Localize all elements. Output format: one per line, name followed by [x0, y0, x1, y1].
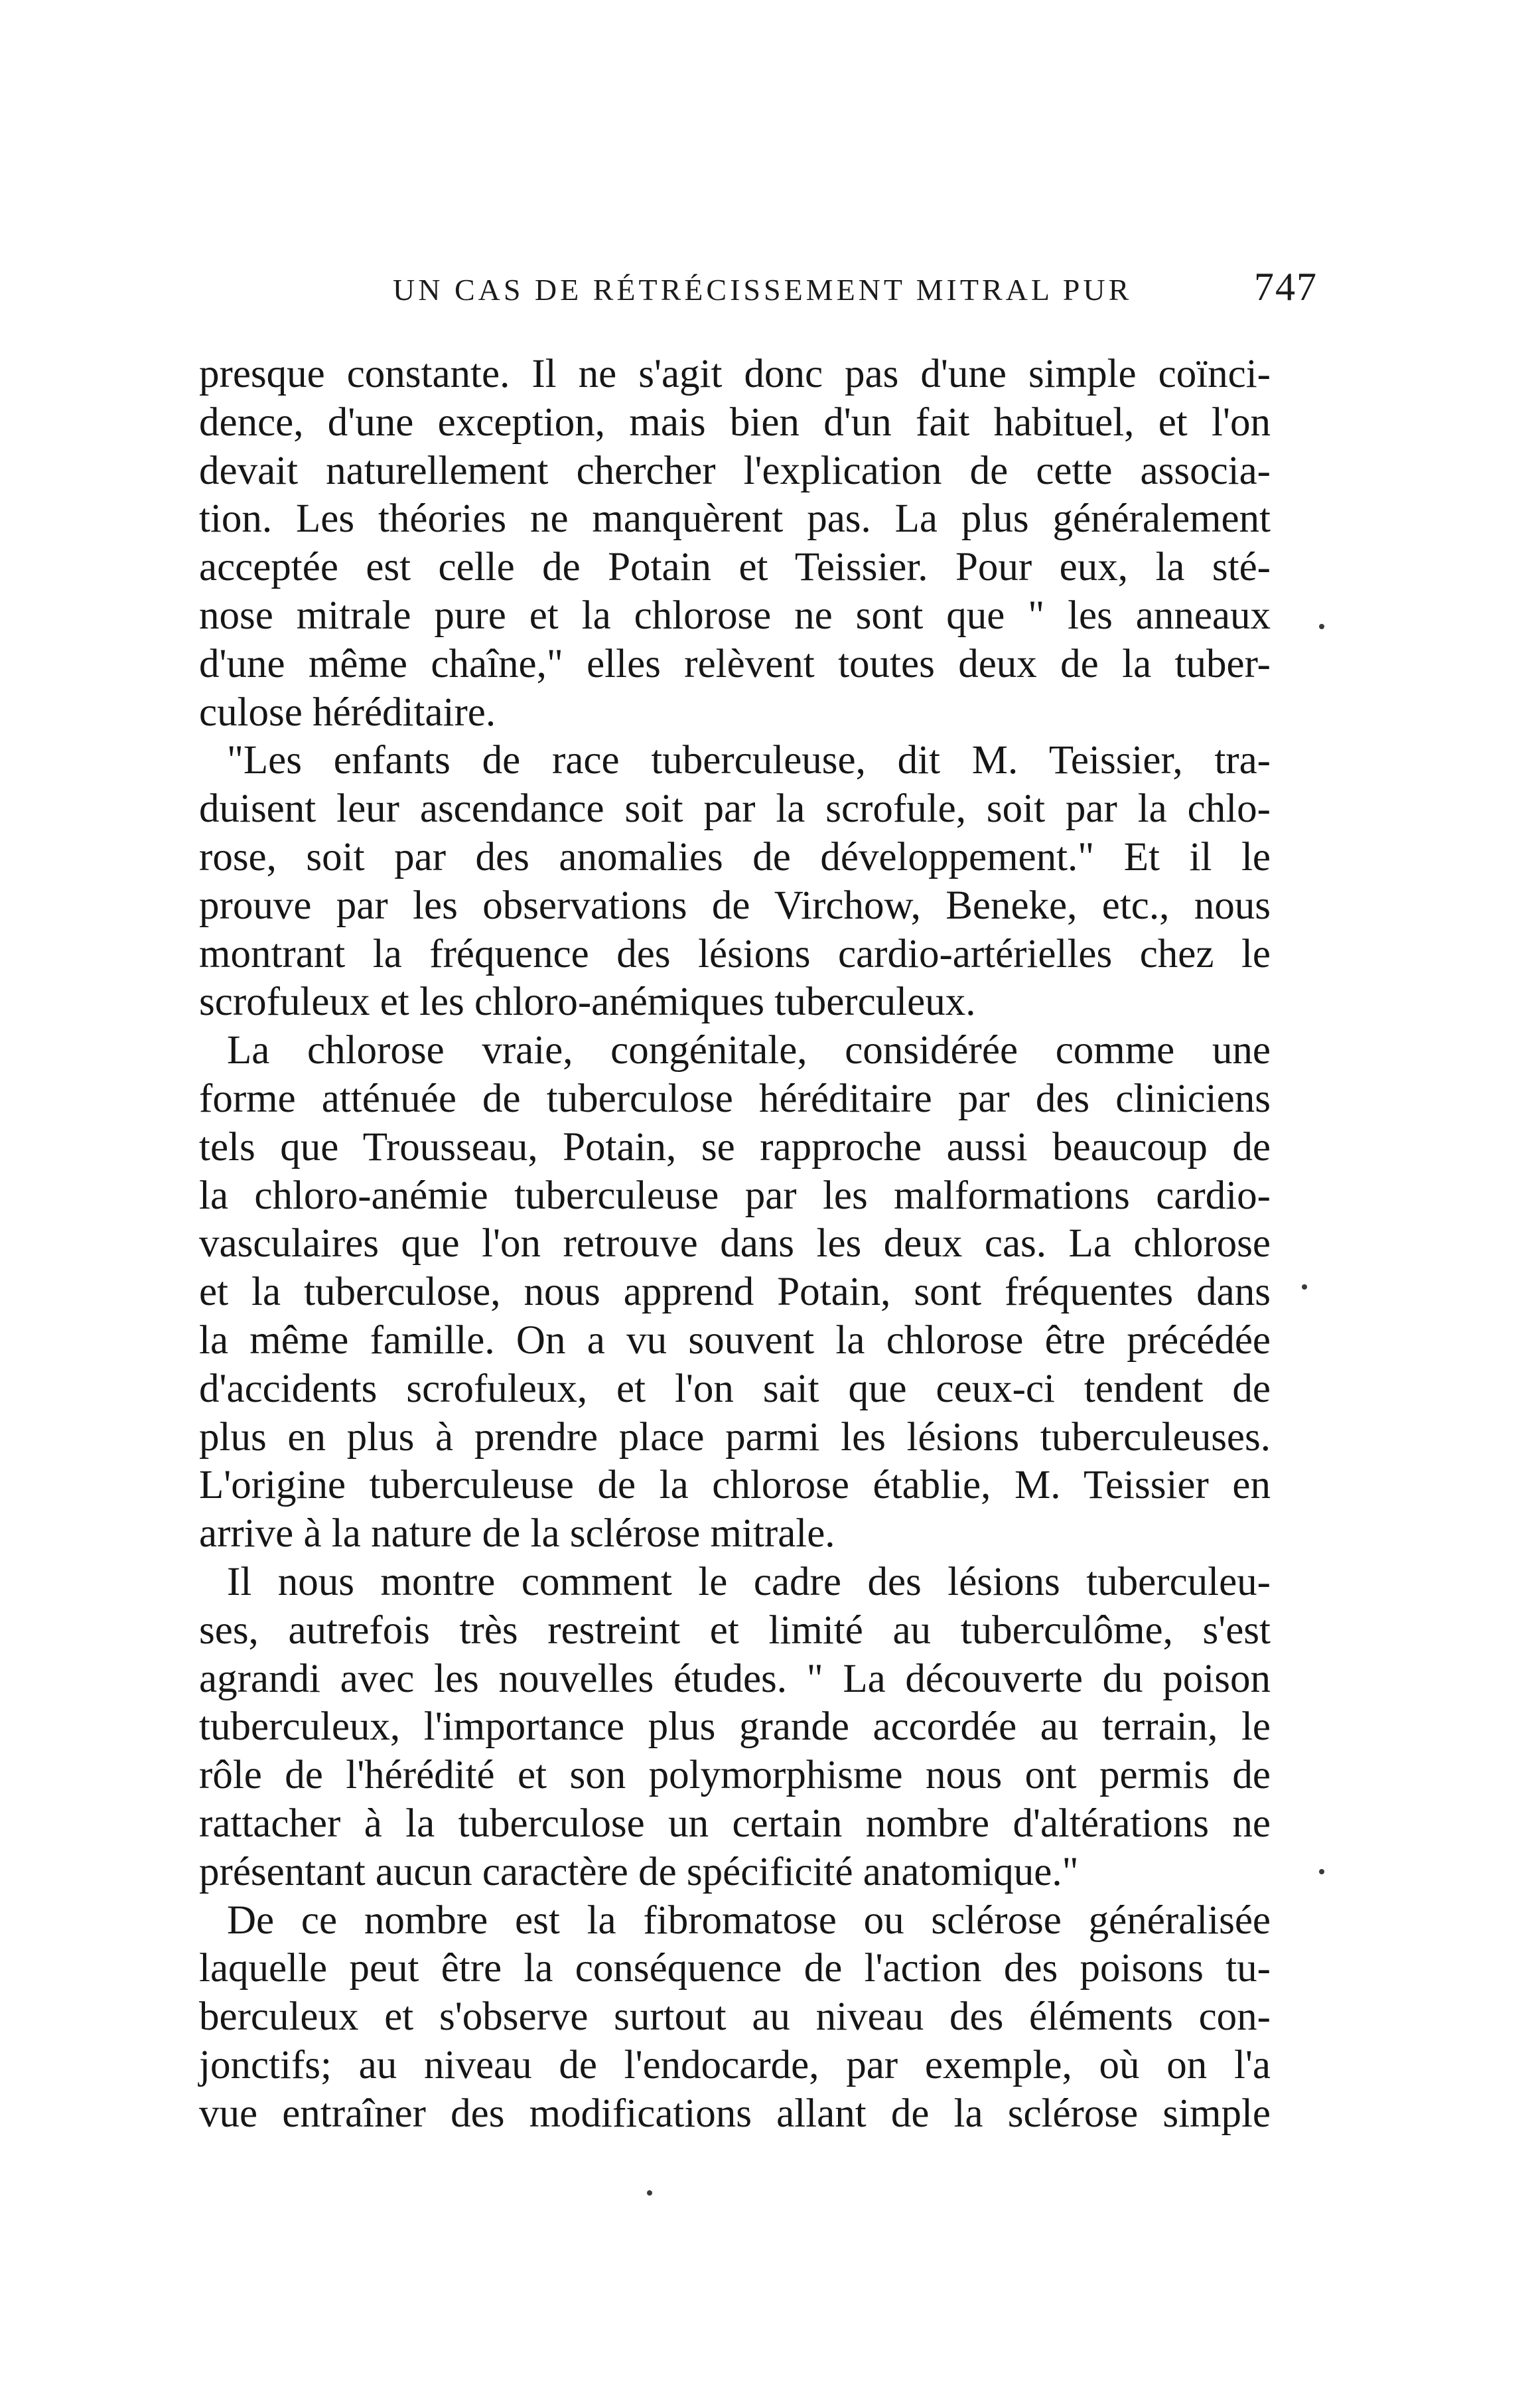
text-line: scrofuleux et les chloro-anémiques tuberculeux.: [199, 980, 976, 1025]
paragraph-1: [199, 350, 1271, 737]
paragraph-2: [199, 737, 1271, 1027]
text-line: presque constante. Il ne s'agit donc pas d'une simple coïnci-: [199, 352, 1271, 396]
text-line: "Les enfants de race tuberculeuse, dit M. Teissier, tra-: [227, 738, 1271, 783]
text-line: berculeux et s'observe surtout au niveau des éléments con-: [199, 1994, 1271, 2040]
text-line: La chlorose vraie, congénitale, considérée comme une: [227, 1028, 1271, 1073]
body-text: [199, 350, 1271, 2138]
text-line: agrandi avec les nouvelles études. " La découverte du poison: [199, 1656, 1271, 1701]
text-line: rattacher à la tuberculose un certain nombre d'altérations ne: [199, 1801, 1271, 1846]
text-line: tels que Trousseau, Potain, se rapproche aussi beaucoup de: [199, 1124, 1271, 1169]
text-line: Il nous montre comment le cadre des lésions tuberculeu-: [227, 1559, 1271, 1604]
text-line: d'accidents scrofuleux, et l'on sait que ceux-ci tendent de: [199, 1366, 1271, 1411]
running-title: UN CAS DE RÉTRÉCISSEMENT MITRAL PUR: [393, 273, 1133, 307]
print-speck: [647, 2190, 652, 2196]
text-line: devait naturellement chercher l'explication de cette associa-: [199, 448, 1271, 493]
text-line: forme atténuée de tuberculose héréditaire par des cliniciens: [199, 1076, 1271, 1121]
text-line: plus en plus à prendre place parmi les lésions tuberculeuses.: [199, 1414, 1271, 1460]
text-line: De ce nombre est la fibromatose ou sclérose généralisée: [227, 1898, 1271, 1943]
text-line: ses, autrefois très restreint et limité au tuberculôme, s'est: [199, 1608, 1271, 1653]
text-line: la même famille. On a vu souvent la chlorose être précédée: [199, 1317, 1271, 1363]
print-speck: [1302, 1284, 1307, 1290]
text-line: et la tuberculose, nous apprend Potain, sont fréquentes dans: [199, 1270, 1271, 1315]
text-line: L'origine tuberculeuse de la chlorose établie, M. Teissier en: [199, 1463, 1271, 1508]
text-line: vasculaires que l'on retrouve dans les deux cas. La chlorose: [199, 1221, 1271, 1266]
paragraph-5: [199, 1897, 1271, 2138]
paragraph-4: [199, 1558, 1271, 1897]
text-line: vue entraîner des modifications allant de la sclérose simple: [199, 2091, 1271, 2136]
text-line: nose mitrale pure et la chlorose ne sont que " les anneaux: [199, 593, 1271, 638]
text-line: culose héréditaire.: [199, 690, 496, 735]
text-line: laquelle peut être la conséquence de l'action des poisons tu-: [199, 1946, 1271, 1991]
text-line: acceptée est celle de Potain et Teissier. Pour eux, la sté-: [199, 545, 1271, 590]
text-line: duisent leur ascendance soit par la scrofule, soit par la chlo-: [199, 787, 1271, 832]
text-line: la chloro-anémie tuberculeuse par les malformations cardio-: [199, 1173, 1271, 1218]
text-line: d'une même chaîne," elles relèvent toutes deux de la tuber-: [199, 641, 1271, 686]
text-line: montrant la fréquence des lésions cardio-artérielles chez le: [199, 931, 1271, 976]
text-line: tuberculeux, l'importance plus grande accordée au terrain, le: [199, 1704, 1271, 1750]
running-head: [393, 264, 1318, 328]
print-speck: [1319, 1869, 1324, 1874]
text-line: présentant aucun caractère de spécificité anatomique.": [199, 1849, 1079, 1894]
paragraph-3: [199, 1027, 1271, 1558]
text-line: dence, d'une exception, mais bien d'un fait habituel, et l'on: [199, 400, 1271, 445]
text-line: jonctifs; au niveau de l'endocarde, par exemple, où on l'a: [199, 2042, 1271, 2087]
text-line: prouve par les observations de Virchow, Beneke, etc., nous: [199, 883, 1271, 928]
page-number: 747: [1254, 265, 1318, 309]
print-speck: [1319, 624, 1324, 629]
text-line: tion. Les théories ne manquèrent pas. La plus généralement: [199, 496, 1271, 542]
text-line: rose, soit par des anomalies de développement." Et il le: [199, 834, 1271, 879]
text-line: arrive à la nature de la sclérose mitrale.: [199, 1511, 835, 1556]
text-line: rôle de l'hérédité et son polymorphisme nous ont permis de: [199, 1753, 1271, 1798]
